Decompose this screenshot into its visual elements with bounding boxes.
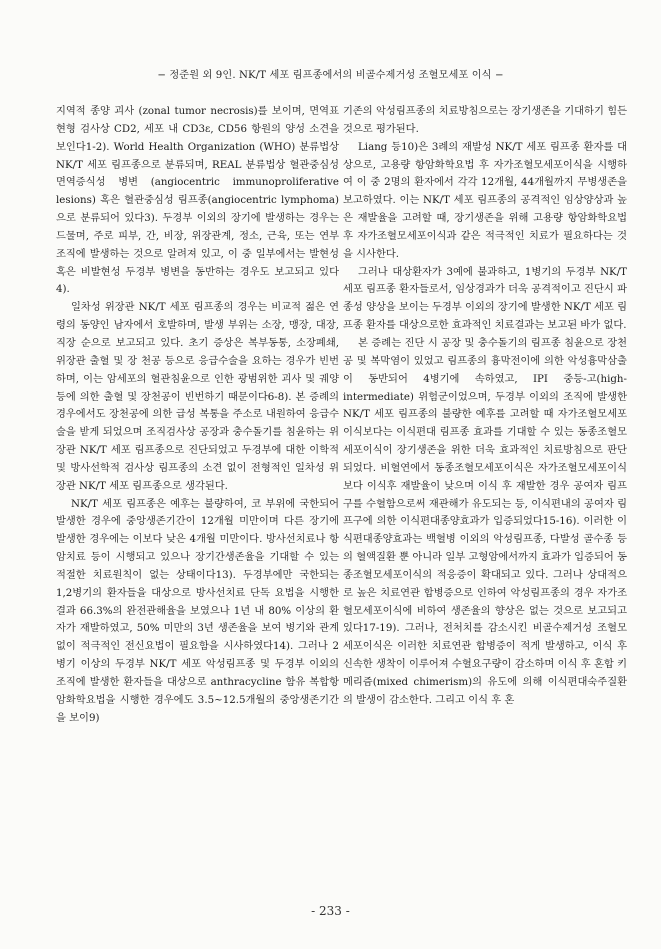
paragraph: 그러나 대상환자가 3예에 불과하고, 1병기의 두경부 NK/T 세포 림프종 환자들로서, 임상경과가 더욱 공격적이고 진단시 파종성 양상을 보이는 두경부 이외의 장기에 발생한 NK/T 세포 림프종 환자를 대상으로한 효과적인 치료결과는 보고된 바가 없다.	[343, 265, 627, 332]
left-column	[56, 103, 339, 728]
paragraph: NK/T 세포 림프종은 예후는 불량하여, 코 부위에 국한되어 발생한 경우에 중앙생존기간이 12개월 미만이며 다른 장기에 발생한 경우에는 이보다 낮은 4개월 미만이다. 방사선치료나 항암치료 등이 시행되고 있으나 장기간생존율을 기대할 수 있는 적절한 치료원칙이 없는 상태이다13). 두경부에만 국한되는 1,2병기의 환자들을 대상으로 방사선치료 단독 요법을 시행한 결과 66.3%의 완전관해율을 보였으나 1년 내 80% 이상의 환자가 재발하였고, 50% 미만의 3년 생존율을 보여 병기와 관계없이 적극적인 전신요법이 필요함을 시사하였다14). 그러나 2병기 이상의 두경부 NK/T 세포 악성림프종 및 두경부 이외의 조직에 발생한 환자들을 대상으로 anthracycline 함유 복합항암화학요법을 시행한 경우에도 3.5~12.5개월의 중앙생존기간을 보이9)	[56, 497, 339, 724]
paragraph: 일차성 위장관 NK/T 세포 림프종의 경우는 비교적 젊은 연령의 동양인 남자에서 호발하며, 발생 부위는 소장, 맹장, 대장, 직장 순으로 보고되고 있다. 초기 증상은 복부동통, 소장폐쇄, 위장관 출혈 및 장 천공 등으로 응급수술을 요하는 경우가 빈번하며, 이는 암세포의 혈관침윤으로 인한 광범위한 괴사 및 궤양등에 의한 출혈 및 장천공이 빈번하기 때문이다6-8). 본 증례의 경우에서도 장천공에 의한 급성 복통을 주소로 내원하여 응급수술을 받게 되었으며 조직검사상 공장과 충수돌기를 침윤하는 위장관 NK/T 세포 림프종으로 진단되었고 두경부에 대한 이학적 및 방사선학적 검사상 림프종의 소견 없이 전형적인 일차성 위장관 NK/T 세포 림프종으로 생각된다.	[56, 301, 339, 492]
paragraph: 본 증례는 진단 시 공장 및 충수돌기의 림프종 침윤으로 장천공 및 복막염이 있었고 림프종의 흉막전이에 의한 악성흉막삼출이 동반되어 4병기에 속하였고, IPI 중등-고(high-intermediate) 위험군이었으며, 두경부 이외의 조직에 발생한 NK/T 세포 림프종의 불량한 예후를 고려할 때 자가조혈모세포이식보다는 이식편대 림프종 효과를 기대할 수 있는 동종조혈모세포이식이 장기생존을 위한 더욱 효과적인 치료방침으로 판단되었다. 비혈연에서 동종조혈모세포이식은 자가조혈모세포이식보다 이식후 재발율이 낮으며 이식 후 재발한 경우 공여자 림프구를 수혈함으로써 재관해가 유도되는 등, 이식편내의 공여자 림프구에 의한 이식편대종양효과가 입증되었다15-16). 이러한 이식편대종양효과는 백혈병 이외의 악성림프종, 다발성 골수종 등의 혈액질환 뿐 아니라 일부 고형암에서까지 효과가 입증되어 동종조혈모세포이식의 적응증이 확대되고 있다. 그러나 상대적으로 높은 치료연관 합병증으로 인하여 악성림프종의 경우 자가조혈모세포이식에 비하여 생존율의 향상은 없는 것으로 보고되고 있다17-19). 그러나, 전처치를 감소시킨 비골수제거성 조혈모세포이식은 이러한 치료연관 합병증이 적게 발생하고, 이식 후 신속한 생착이 이루어져 수혈요구량이 감소하며 이식 후 혼합 키메리즘(mixed chimerism)의 유도에 의해 이식편대숙주질환의 발생이 감소한다. 그리고 이식 후 혼	[343, 336, 627, 706]
running-header: − 정준원 외 9인. NK/T 세포 림프종에서의 비골수제거성 조혈모세포 이식 −	[157, 70, 504, 81]
paragraph: 기존의 악성림프종의 치료방침으로는 장기생존을 기대하기 힘든 것으로 평가된다.	[343, 105, 627, 135]
paragraph: Liang 등10)은 3례의 재발성 NK/T 세포 림프종 환자를 대상으로, 고용량 항암화학요법 후 자가조혈모세포이식을 시행하여 이 중 2명의 환자에서 각각 12개월, 44개월까지 무병생존을 보고하였다. 이는 NK/T 세포 림프종의 공격적인 임상양상과 높은 재발율을 고려할 때, 장기생존을 위해 고용량 항암화학요법 후 자가조혈모세포이식과 같은 적극적인 치료가 필요하다는 것을 시사한다.	[343, 140, 627, 260]
right-column	[343, 103, 627, 710]
paragraph: 지역적 종양 괴사 (zonal tumor necrosis)를 보이며, 면역표현형 검사상 CD2, 세포 내 CD3ε, CD56 항원의 양성 소견을 보인다1-2). World Health Organization (WHO) 분류법상 NK/T 세포 림프종으로 분류되며, REAL 분류법상 혈관중심성 면역증식성 병변 (angiocentric immunoproliferative lesions) 혹은 혈관중심성 림프종(angiocentric lymphoma)으로 분류되어 있다3). 두경부 이외의 장기에 발생하는 경우는 드물며, 주로 피부, 간, 비장, 위장관계, 정소, 근육, 또는 연부 조직에 발생하는 것으로 알려져 있고, 이 중 일부에서는 발현성 혹은 비발현성 두경부 병변을 동반하는 경우도 보고되고 있다4).	[56, 105, 339, 296]
page-number: - 233 -	[311, 904, 350, 918]
